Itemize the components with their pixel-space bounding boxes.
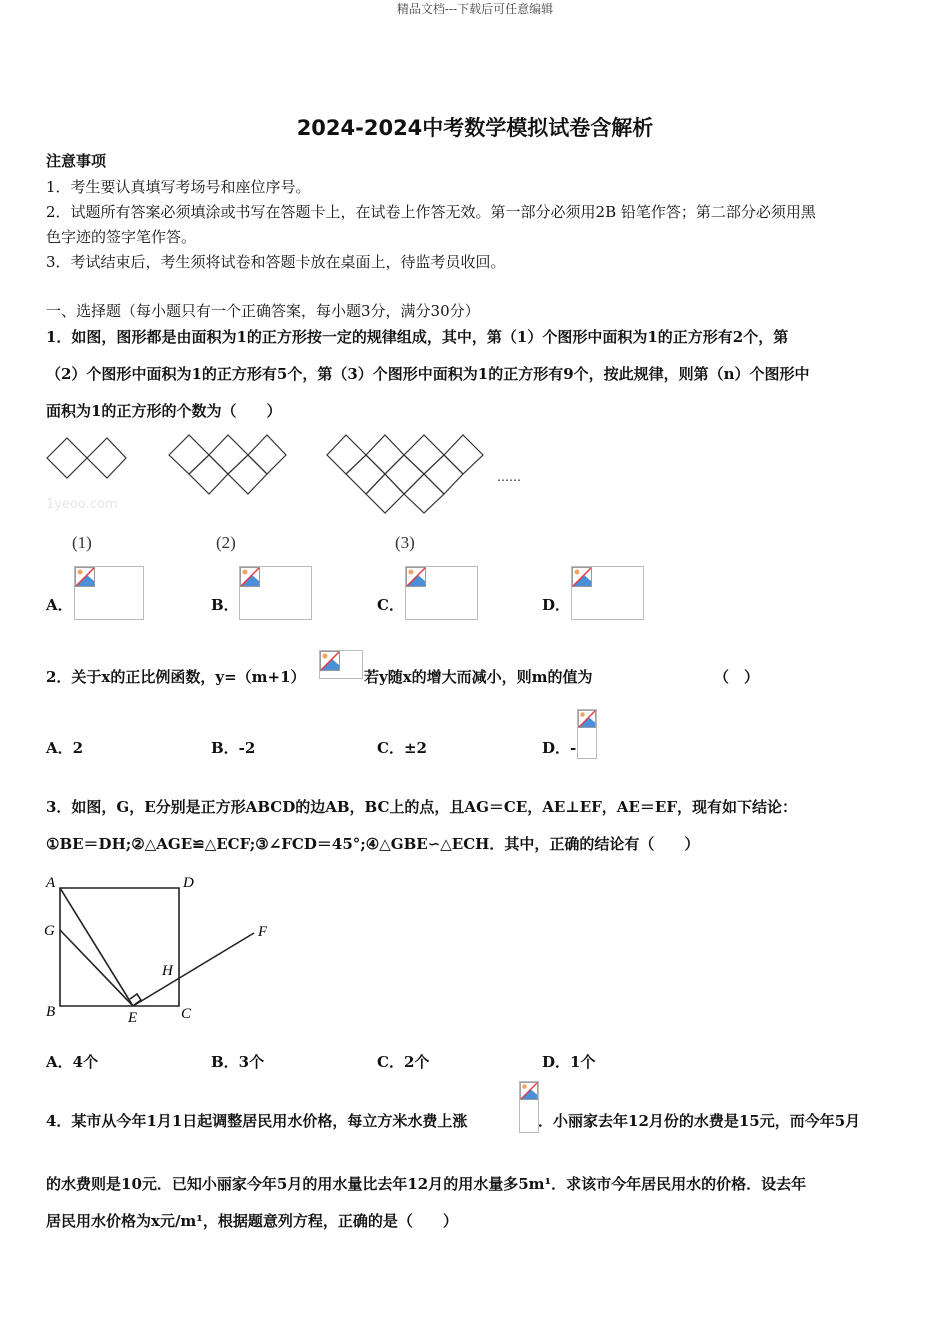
q1-option-c[interactable]: C． bbox=[377, 596, 404, 614]
broken-image-icon bbox=[520, 1082, 538, 1100]
broken-image-icon bbox=[320, 651, 340, 671]
q1-fig-label-1: (1) bbox=[72, 533, 92, 552]
notice-heading: 注意事项 bbox=[46, 152, 107, 170]
q2-option-b[interactable]: B．-2 bbox=[211, 739, 256, 757]
notice-item-2-cont: 色字迹的签字笔作答。 bbox=[46, 228, 197, 246]
broken-image-icon bbox=[75, 567, 95, 587]
point-label-g: G bbox=[44, 923, 55, 939]
q1-ellipsis: …… bbox=[497, 470, 521, 484]
q3-option-b[interactable]: B．3个 bbox=[211, 1053, 265, 1071]
q2-option-d-image bbox=[577, 709, 597, 759]
q3-option-a[interactable]: A．4个 bbox=[46, 1053, 99, 1071]
q1-option-d[interactable]: D． bbox=[542, 596, 571, 614]
broken-image-icon bbox=[240, 567, 260, 587]
watermark: 1yeoo.com bbox=[46, 497, 118, 512]
page-title: 2024-2024中考数学模拟试卷含解析 bbox=[296, 116, 654, 140]
q3-option-d[interactable]: D．1个 bbox=[542, 1053, 596, 1071]
point-label-a: A bbox=[46, 875, 56, 891]
q2-option-a[interactable]: A．2 bbox=[46, 739, 84, 757]
q1-line-1: 1．如图，图形都是由面积为1的正方形按一定的规律组成，其中，第（1）个图形中面积为1的正方形有2个，第 bbox=[46, 328, 789, 346]
broken-image-icon bbox=[406, 567, 426, 587]
q1-option-c-image bbox=[405, 566, 478, 620]
point-label-b: B bbox=[46, 1004, 56, 1020]
q1-fig-label-2: (2) bbox=[216, 533, 236, 552]
q4-text-b: ．小丽家去年12月份的水费是15元，而今年5月 bbox=[538, 1112, 861, 1130]
q1-option-b[interactable]: B． bbox=[211, 596, 239, 614]
q1-line-2: （2）个图形中面积为1的正方形有5个，第（3）个图形中面积为1的正方形有9个，按此规律，则第（n）个图形中 bbox=[46, 365, 810, 383]
q2-option-d[interactable]: D．- bbox=[542, 739, 577, 757]
q1-option-b-image bbox=[239, 566, 312, 620]
q3-line-1: 3．如图，G，E分别是正方形ABCD的边AB，BC上的点，且AG＝CE，AE⊥EF，AE＝EF，现有如下结论： bbox=[46, 798, 797, 816]
q3-option-c[interactable]: C．2个 bbox=[377, 1053, 430, 1071]
broken-image-icon bbox=[572, 567, 592, 587]
q4-line-3: 居民用水价格为x元/m¹，根据题意列方程，正确的是（ ） bbox=[46, 1212, 458, 1230]
point-label-d: D bbox=[183, 875, 194, 891]
q2-formula-image bbox=[319, 650, 363, 679]
q3-line-2: ①BE＝DH;②△AGE≌△ECF;③∠FCD＝45°;④△GBE∽△ECH．其中，正确的结论有（ ） bbox=[46, 835, 700, 853]
notice-item-1: 1．考生要认真填写考场号和座位序号。 bbox=[46, 178, 311, 196]
broken-image-icon bbox=[578, 710, 596, 728]
point-label-e: E bbox=[128, 1010, 138, 1026]
q4-text-a: 4．某市从今年1月1日起调整居民用水价格，每立方米水费上涨 bbox=[46, 1112, 468, 1130]
q1-fig-label-3: (3) bbox=[395, 533, 415, 552]
q1-line-3: 面积为1的正方形的个数为（ ） bbox=[46, 402, 282, 420]
point-label-h: H bbox=[162, 963, 173, 979]
notice-item-2: 2．试题所有答案必须填涂或书写在答题卡上，在试卷上作答无效。第一部分必须用2B 铅笔作答；第二部分必须用黑 bbox=[46, 203, 816, 221]
q2-text-b: 若y随x的增大而减小，则m的值为 bbox=[364, 668, 593, 686]
notice-item-3: 3．考试结束后，考生须将试卷和答题卡放在桌面上，待监考员收回。 bbox=[46, 253, 506, 271]
q2-option-c[interactable]: C．±2 bbox=[377, 739, 427, 757]
q3-geometry-figure bbox=[40, 868, 280, 1030]
q1-pattern-figure bbox=[40, 428, 520, 528]
q1-option-a-image bbox=[74, 566, 144, 620]
q4-formula-image bbox=[519, 1081, 539, 1133]
section-heading: 一、选择题（每小题只有一个正确答案，每小题3分，满分30分） bbox=[46, 302, 480, 320]
page-header: 精品文档---下载后可任意编辑 bbox=[396, 2, 554, 16]
point-label-c: C bbox=[181, 1006, 192, 1022]
q1-option-a[interactable]: A． bbox=[46, 596, 73, 614]
q2-bracket: （ ） bbox=[714, 668, 760, 686]
point-label-f: F bbox=[258, 924, 268, 940]
q1-option-d-image bbox=[571, 566, 644, 620]
q2-text-a: 2．关于x的正比例函数，y=（m+1） bbox=[46, 668, 306, 686]
q4-line-2: 的水费则是10元．已知小丽家今年5月的用水量比去年12月的用水量多5m¹．求该市今年居民用水的价格．设去年 bbox=[46, 1175, 807, 1193]
